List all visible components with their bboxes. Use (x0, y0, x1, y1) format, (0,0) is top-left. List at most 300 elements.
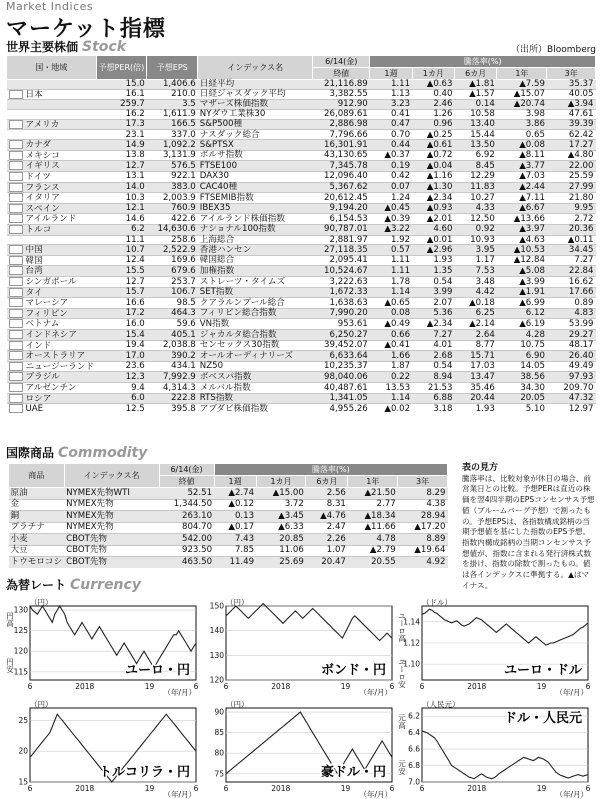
commodity-cell-y1: 2.77 (348, 499, 398, 511)
commodity-cell-w1: ▲2.74 (214, 488, 256, 500)
stock-cell-country (7, 361, 97, 372)
stock-cell-w1: 0.70 (370, 130, 412, 140)
commodity-cell-y3: 4.38 (398, 499, 448, 511)
stock-cell-y3: 97.93 (547, 372, 596, 383)
stock-cell-w1: ▲0.37 (370, 150, 412, 161)
stock-cell-y3: 16.62 (547, 277, 596, 288)
stock-cell-y1: 3.98 (497, 110, 547, 120)
stock-cell-close: 6,154.53 (313, 214, 370, 225)
stock-cell-country (7, 110, 97, 120)
commodity-cell-index: NYMEX先物WTI (64, 488, 159, 500)
stock-cell-y1: 38.56 (497, 372, 547, 383)
commodity-cell-w1: 0.13 (214, 511, 256, 523)
turkey-flag-icon (9, 225, 23, 234)
commodity-cell-m6: 2.26 (306, 534, 348, 546)
comm-col-m6: 6カ月 (306, 476, 348, 488)
commodity-cell-m6: 1.07 (306, 545, 348, 557)
stock-cell-m6: 8.45 (454, 161, 496, 172)
stock-cell-index: 上海総合 (198, 235, 313, 245)
stock-cell-y1: ▲8.11 (497, 150, 547, 161)
y-tick-label: 80 (214, 748, 224, 758)
stock-cell-per: 13.1 (96, 171, 147, 182)
stock-row (7, 351, 596, 362)
stock-cell-y1: ▲1.91 (497, 287, 547, 298)
commodity-cell-y1: ▲21.50 (348, 488, 398, 500)
stock-cell-eps: 253.7 (147, 277, 198, 288)
stock-cell-y3: ▲4.80 (547, 150, 596, 161)
country-label: インドネシア (25, 330, 77, 341)
stock-cell-country (7, 161, 97, 172)
country-label: ブラジル (25, 372, 60, 383)
commodity-cell-close: 263.10 (159, 511, 214, 523)
stock-cell-y3: 209.70 (547, 383, 596, 394)
stock-cell-w1: 1.11 (370, 255, 412, 266)
x-tick-label: 19 (340, 682, 351, 691)
stock-cell-m6: 20.44 (454, 393, 496, 404)
stock-row (7, 150, 596, 161)
uk-flag-icon (9, 161, 23, 170)
stock-cell-m1: ▲2.01 (412, 214, 454, 225)
stock-cell-w1: 1.11 (370, 266, 412, 277)
y-tick-label: 6.4 (408, 728, 420, 738)
stock-row (7, 171, 596, 182)
x-tick-label: 6 (419, 682, 425, 691)
comm-col-close: 終値 (159, 476, 214, 488)
stock-cell-eps: 1,092.2 (147, 140, 198, 151)
stock-cell-country (7, 203, 97, 214)
stock-cell-y3: 22.00 (547, 161, 596, 172)
country-label: ロシア (25, 393, 52, 404)
stock-cell-eps: 390.2 (147, 351, 198, 362)
stock-cell-y1: 14.05 (497, 361, 547, 372)
stock-cell-y3: 49.49 (547, 361, 596, 372)
commodity-cell-y1: ▲2.79 (348, 545, 398, 557)
stock-cell-w1: ▲3.22 (370, 224, 412, 235)
stock-cell-per: 16.2 (96, 110, 147, 120)
stock-cell-index: 香港ハンセン (198, 245, 313, 256)
stock-cell-m6: 2.64 (454, 330, 496, 341)
stock-cell-country (7, 308, 97, 319)
stock-cell-y1: ▲3.99 (497, 277, 547, 288)
stock-cell-m6: 10.58 (454, 110, 496, 120)
stock-cell-close: 12,096.40 (313, 171, 370, 182)
x-tick-label: 6 (223, 682, 229, 691)
stock-row (7, 161, 596, 172)
stock-cell-index: CAC40種 (198, 182, 313, 193)
stock-cell-country (7, 351, 97, 362)
stock-cell-y3: 53.99 (547, 319, 596, 330)
stock-cell-per: 14.9 (96, 140, 147, 151)
russia-flag-icon (9, 394, 23, 403)
stock-cell-close: 2,886.98 (313, 119, 370, 130)
commodity-cell-m1: 25.69 (256, 557, 306, 568)
commodity-cell-w1: 11.49 (214, 557, 256, 568)
stock-cell-eps: 59.6 (147, 319, 198, 330)
commodity-cell-w1: 7.85 (214, 545, 256, 557)
x-tick-label: 2018 (75, 682, 95, 691)
stock-cell-y1: ▲6.67 (497, 203, 547, 214)
stock-cell-y3: 62.42 (547, 130, 596, 140)
commodity-row (9, 522, 448, 534)
stock-title-jp: 世界主要株価 (6, 40, 79, 54)
stock-cell-w1: 0.19 (370, 161, 412, 172)
stock-cell-y1: 3.86 (497, 119, 547, 130)
stock-cell-index: S&P500種 (198, 119, 313, 130)
stock-cell-y1: ▲3.77 (497, 161, 547, 172)
stock-table (6, 55, 596, 414)
stock-row (7, 287, 596, 298)
stock-cell-m1: 5.36 (412, 308, 454, 319)
stock-cell-index: ナショナル100指数 (198, 224, 313, 235)
commodity-row (9, 511, 448, 523)
unit-label: （ドル） (422, 598, 452, 607)
korea-flag-icon (9, 256, 23, 265)
stock-cell-eps: 2,003.9 (147, 193, 198, 204)
commodity-cell-m6: 20.47 (306, 557, 348, 568)
commodity-cell-w1: ▲0.12 (214, 499, 256, 511)
stock-cell-per: 17.2 (96, 308, 147, 319)
unit-label: （円） (30, 598, 53, 607)
col-y3: 3年 (547, 68, 596, 80)
usa-flag-icon (9, 120, 23, 129)
stock-cell-country (7, 245, 97, 256)
indonesia-flag-icon (9, 330, 23, 339)
stock-cell-w1: ▲0.41 (370, 340, 412, 351)
x-tick-label: 6 (27, 784, 33, 793)
stock-cell-country (7, 287, 97, 298)
country-label: UAE (25, 404, 44, 415)
commodity-cell-y1: ▲11.66 (348, 522, 398, 534)
commodity-cell-m6: ▲4.76 (306, 511, 348, 523)
fx-chart (6, 700, 202, 798)
y-tick-label: 90 (214, 707, 224, 717)
stock-cell-y1: ▲6.19 (497, 319, 547, 330)
commodity-cell-close: 463.50 (159, 557, 214, 568)
stock-cell-m1: ▲1.30 (412, 182, 454, 193)
commodity-cell-y1: ▲18.34 (348, 511, 398, 523)
stock-row (7, 393, 596, 404)
commodity-cell-y1: 4.78 (348, 534, 398, 546)
y-tick-label: 125 (13, 626, 28, 636)
stock-cell-y1: ▲0.08 (497, 140, 547, 151)
stock-cell-y1: 5.10 (497, 404, 547, 414)
stock-cell-w1: 1.13 (370, 89, 412, 100)
stock-cell-m6: 4.42 (454, 287, 496, 298)
y-tick-label: 1.14 (403, 617, 420, 627)
stock-cell-eps: 210.0 (147, 89, 198, 100)
stock-cell-index: マザーズ株価指数 (198, 100, 313, 110)
fx-chart (6, 598, 202, 696)
stock-cell-index: NYダウ工業株30 (198, 110, 313, 120)
y-tick-label: 20 (18, 746, 28, 756)
stock-cell-m1: 0.40 (412, 89, 454, 100)
source-note: （出所）Bloomberg (511, 45, 596, 55)
stock-row (7, 119, 596, 130)
commodity-cell-close: 542.00 (159, 534, 214, 546)
stock-cell-y1: 4.28 (497, 330, 547, 341)
side-label-bottom: ユーロ安 (398, 658, 407, 688)
stock-cell-eps: 760.9 (147, 203, 198, 214)
country-label: フィリピン (25, 308, 68, 319)
x-tick-label: 6 (193, 784, 199, 793)
fx-title-jp: 為替レート (6, 578, 67, 592)
x-tick-label: 19 (536, 784, 547, 793)
stock-cell-y3: 47.32 (547, 393, 596, 404)
stock-cell-m1: 3.99 (412, 287, 454, 298)
stock-cell-w1: ▲0.49 (370, 319, 412, 330)
side-label-bottom: 元安 (398, 760, 407, 775)
commodity-cell-y3: 28.94 (398, 511, 448, 523)
stock-cell-m1: 1.26 (412, 110, 454, 120)
stock-cell-y3: 20.36 (547, 224, 596, 235)
stock-cell-y3: 17.66 (547, 287, 596, 298)
stock-cell-eps: 576.5 (147, 161, 198, 172)
stock-cell-w1: 1.24 (370, 193, 412, 204)
stock-cell-close: 10,524.67 (313, 266, 370, 277)
stock-cell-w1: 1.14 (370, 287, 412, 298)
stock-cell-m1: 0.54 (412, 361, 454, 372)
stock-cell-eps: 106.7 (147, 287, 198, 298)
india-flag-icon (9, 341, 23, 350)
stock-cell-m1: 4.60 (412, 224, 454, 235)
stock-cell-m6: ▲1.57 (454, 89, 496, 100)
commodity-cell-y3: 8.29 (398, 488, 448, 500)
stock-cell-index: ナスダック総合 (198, 130, 313, 140)
comm-col-date: 6/14(金) (159, 464, 214, 476)
fx-chart-title: トルコリラ・円 (98, 765, 190, 780)
commodity-row (9, 545, 448, 557)
stock-cell-m6: 13.40 (454, 119, 496, 130)
unit-label: （円） (226, 700, 249, 709)
stock-cell-m6: 1.93 (454, 404, 496, 414)
y-tick-label: 130 (209, 650, 224, 660)
stock-row (7, 100, 596, 110)
x-tick-label: 6 (223, 784, 229, 793)
stock-cell-w1: 0.41 (370, 110, 412, 120)
stock-cell-m6: 0.92 (454, 224, 496, 235)
stock-cell-y3: 17.27 (547, 140, 596, 151)
stock-row (7, 319, 596, 330)
stock-cell-m1: 7.27 (412, 330, 454, 341)
stock-cell-w1: ▲0.45 (370, 203, 412, 214)
stock-cell-index: RTS指数 (198, 393, 313, 404)
stock-cell-m1: 3.18 (412, 404, 454, 414)
stock-row (7, 80, 596, 90)
stock-cell-index: ボベスパ指数 (198, 372, 313, 383)
stock-cell-country (7, 193, 97, 204)
uae-flag-icon (9, 404, 23, 413)
japan-flag-icon (9, 90, 23, 99)
stock-row (7, 361, 596, 372)
stock-cell-per: 13.8 (96, 150, 147, 161)
stock-cell-w1: 0.57 (370, 245, 412, 256)
stock-cell-y1: ▲2.44 (497, 182, 547, 193)
stock-cell-country (7, 340, 97, 351)
stock-row (7, 110, 596, 120)
stock-cell-y1: ▲7.59 (497, 80, 547, 90)
commodity-row (9, 534, 448, 546)
stock-cell-m6: ▲1.81 (454, 80, 496, 90)
stock-cell-m6: 35.46 (454, 383, 496, 394)
stock-cell-close: 912.90 (313, 100, 370, 110)
stock-cell-close: 4,955.26 (313, 404, 370, 414)
stock-cell-m1: ▲0.63 (412, 80, 454, 90)
stock-row (7, 182, 596, 193)
stock-cell-per: 15.0 (96, 80, 147, 90)
philippines-flag-icon (9, 309, 23, 318)
country-label: イギリス (25, 161, 60, 172)
y-tick-label: 1.10 (403, 659, 420, 669)
stock-cell-m1: ▲0.25 (412, 130, 454, 140)
header-eyebrow: Market Indices (6, 0, 94, 13)
australia-flag-icon (9, 351, 23, 360)
commodity-cell-close: 1,344.50 (159, 499, 214, 511)
stock-cell-w1: 1.11 (370, 80, 412, 90)
col-close: 終値 (313, 68, 370, 80)
stock-cell-eps: 1,611.9 (147, 110, 198, 120)
side-label-bottom: 円安 (6, 658, 15, 673)
y-tick-label: 120 (13, 646, 28, 656)
country-label: カナダ (25, 140, 51, 151)
stock-cell-m1: 0.54 (412, 277, 454, 288)
stock-cell-eps: 395.8 (147, 404, 198, 414)
stock-cell-per: 6.2 (96, 224, 147, 235)
ireland-flag-icon (9, 214, 23, 223)
stock-cell-index: 韓国総合 (198, 255, 313, 266)
y-tick-label: 6.2 (408, 711, 420, 721)
fx-chart-title: ユーロ・円 (124, 663, 190, 678)
stock-cell-y1: ▲10.53 (497, 245, 547, 256)
stock-row (7, 224, 596, 235)
x-tick-label: 19 (340, 784, 351, 793)
stock-cell-eps: 3,131.9 (147, 150, 198, 161)
commodity-cell-index: NYMEX先物 (64, 522, 159, 534)
stock-row (7, 277, 596, 288)
y-tick-label: 15 (18, 777, 28, 787)
commodity-title-en: Commodity (58, 445, 148, 461)
stock-cell-eps: 1,406.6 (147, 80, 198, 90)
x-tick-label: 19 (144, 682, 155, 691)
commodity-cell-item: 銅 (9, 511, 65, 523)
commodity-cell-index: CBOT先物 (64, 557, 159, 568)
stock-cell-y1: ▲4.63 (497, 235, 547, 245)
country-label: ベトナム (25, 319, 60, 330)
col-date: 6/14(金) (313, 56, 370, 68)
stock-cell-m1: ▲0.01 (412, 235, 454, 245)
country-label: ドイツ (25, 171, 51, 182)
stock-cell-per: 259.7 (96, 100, 147, 110)
col-w1: 1週 (370, 68, 412, 80)
stock-row (7, 140, 596, 151)
x-tick-label: 6 (585, 682, 591, 691)
stock-cell-country (7, 182, 97, 193)
stock-cell-country (7, 224, 97, 235)
stock-row (7, 214, 596, 225)
stock-row (7, 308, 596, 319)
x-tick-label: 2018 (467, 784, 487, 793)
stock-cell-m1: 1.93 (412, 255, 454, 266)
stock-cell-m1: 8.94 (412, 372, 454, 383)
stock-cell-close: 20,612.45 (313, 193, 370, 204)
stock-cell-close: 7,796.66 (313, 130, 370, 140)
stock-cell-y1: ▲12.84 (497, 255, 547, 266)
y-tick-label: 6.6 (408, 744, 420, 754)
stock-cell-per: 12.7 (96, 161, 147, 172)
country-label: 中国 (25, 245, 43, 256)
stock-cell-m1: 1.35 (412, 266, 454, 277)
stock-cell-index: クアラルンプール総合 (198, 298, 313, 309)
taiwan-flag-icon (9, 266, 23, 275)
stock-cell-close: 953.61 (313, 319, 370, 330)
stock-cell-country (7, 404, 97, 414)
stock-cell-close: 3,222.63 (313, 277, 370, 288)
country-label: アメリカ (25, 119, 60, 130)
x-tick-label: 6 (419, 784, 425, 793)
stock-cell-w1: ▲0.39 (370, 214, 412, 225)
fx-chart-svg (6, 598, 202, 696)
stock-cell-country (7, 266, 97, 277)
fx-chart (202, 700, 398, 798)
stock-row (7, 330, 596, 341)
stock-cell-w1: ▲0.65 (370, 298, 412, 309)
commodity-cell-y3: ▲19.64 (398, 545, 448, 557)
fx-chart-svg (6, 700, 202, 798)
stock-cell-country (7, 171, 97, 182)
mexico-flag-icon (9, 151, 23, 160)
stock-cell-w1: 0.22 (370, 372, 412, 383)
commodity-cell-y3: 8.89 (398, 534, 448, 546)
stock-cell-index: FTSEMIB指数 (198, 193, 313, 204)
stock-cell-eps: 169.6 (147, 255, 198, 266)
stock-cell-per: 15.7 (96, 287, 147, 298)
y-tick-label: 120 (209, 675, 224, 685)
stock-cell-m6: 13.50 (454, 140, 496, 151)
stock-cell-close: 16,301.91 (313, 140, 370, 151)
stock-cell-close: 90,787.01 (313, 224, 370, 235)
commodity-cell-m6: 2.47 (306, 522, 348, 534)
fx-title-en: Currency (70, 577, 141, 593)
stock-cell-y3: 2.72 (547, 214, 596, 225)
col-rate: 騰落率(%) (370, 56, 596, 68)
stock-cell-country (7, 330, 97, 341)
commodity-row (9, 499, 448, 511)
stock-cell-country (7, 319, 97, 330)
stock-cell-index: アイルランド株価指数 (198, 214, 313, 225)
stock-cell-m1: 0.96 (412, 119, 454, 130)
stock-cell-eps: 383.0 (147, 182, 198, 193)
country-label: トルコ (25, 224, 52, 235)
stock-cell-m6: 15.71 (454, 351, 496, 362)
country-label: アルゼンチン (25, 383, 77, 393)
commodity-cell-m1: 3.72 (256, 499, 306, 511)
china-flag-icon (9, 245, 23, 254)
stock-row (7, 372, 596, 383)
stock-cell-per: 12.1 (96, 203, 147, 214)
stock-cell-w1: 1.87 (370, 361, 412, 372)
side-label-top: 円高 (6, 612, 15, 627)
stock-cell-y3: 40.05 (547, 89, 596, 100)
stock-cell-y3: 21.80 (547, 193, 596, 204)
y-tick-label: 6.8 (408, 761, 420, 771)
stock-cell-country (7, 235, 97, 245)
stock-cell-index: ジャカルタ総合指数 (198, 330, 313, 341)
stock-cell-w1: 1.78 (370, 277, 412, 288)
comm-col-item: 商品 (9, 464, 65, 488)
commodity-cell-m6: 8.31 (306, 499, 348, 511)
stock-cell-y3: ▲0.11 (547, 235, 596, 245)
stock-cell-eps: 98.5 (147, 298, 198, 309)
x-tick-label: 2018 (271, 682, 291, 691)
